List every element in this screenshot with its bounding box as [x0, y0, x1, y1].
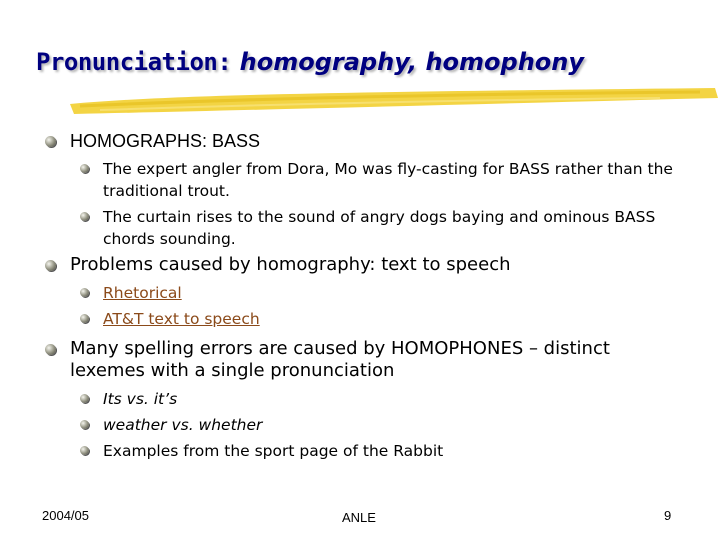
- slide-title-prefix: Pronunciation:: [36, 48, 232, 76]
- footer-center: ANLE: [342, 510, 376, 525]
- bullet-icon: [45, 136, 56, 147]
- section-heading: HOMOGRAPHS: BASS: [70, 131, 261, 151]
- slide-title-rest: homography, homophony: [231, 48, 585, 76]
- list-item: Examples from the sport page of the Rabbit: [103, 442, 444, 460]
- bullet-icon: [45, 260, 56, 271]
- bullet-icon: [80, 314, 89, 323]
- bullet-icon: [80, 288, 89, 297]
- list-item: The curtain rises to the sound of angry dogs baying and ominous BASS chords sounding.: [103, 208, 656, 248]
- page-number: 9: [664, 508, 672, 523]
- bullet-icon: [80, 164, 89, 173]
- bullet-icon: [80, 446, 89, 455]
- bullet-icon: [80, 420, 89, 429]
- bullet-icon: [80, 394, 89, 403]
- link-rhetorical[interactable]: Rhetorical: [103, 284, 182, 302]
- bullet-icon: [45, 344, 56, 355]
- bullet-icon: [80, 212, 89, 221]
- list-item: weather vs. whether: [103, 416, 263, 434]
- list-item: The expert angler from Dora, Mo was fly-casting for BASS rather than the traditional trout.: [103, 160, 673, 200]
- list-item: Its vs. it’s: [103, 390, 178, 408]
- section-heading: Problems caused by homography: text to speech: [70, 254, 511, 275]
- section-heading: Many spelling errors are caused by HOMOPHONES – distinct lexemes with a single pronunciation: [70, 338, 610, 381]
- link-att-text-to-speech[interactable]: AT&T text to speech: [103, 310, 260, 328]
- footer-date: 2004/05: [42, 508, 89, 523]
